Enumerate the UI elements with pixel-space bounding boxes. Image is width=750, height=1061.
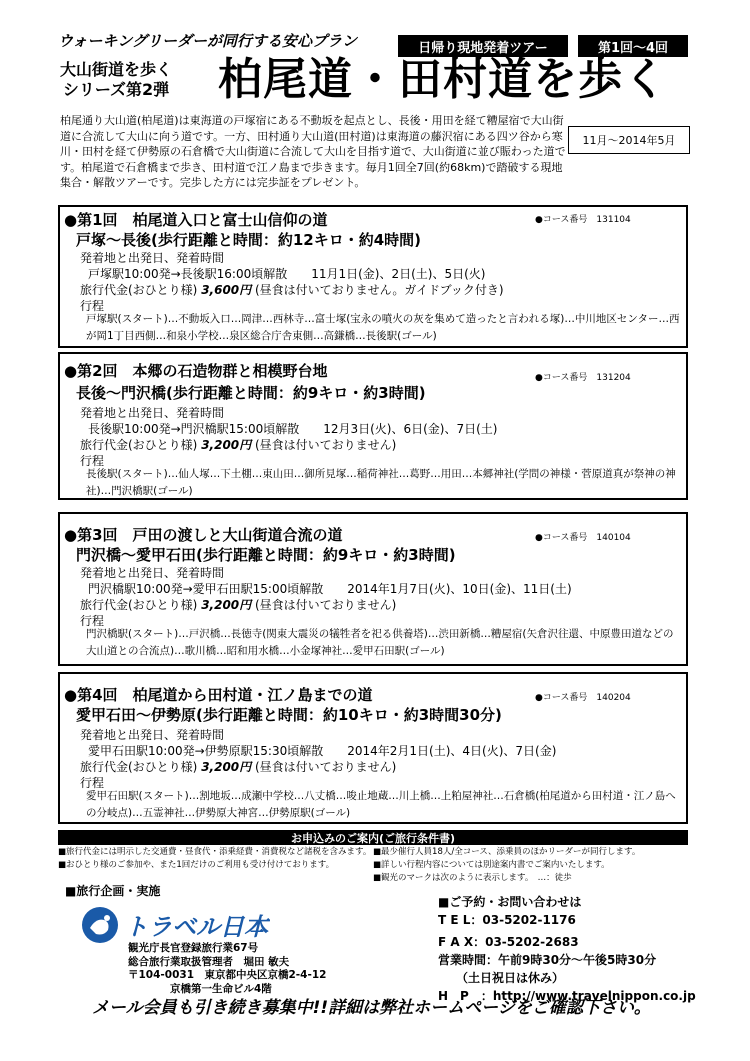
company-details — [128, 942, 326, 996]
itinerary-text: 門沢橋駅(スタート)…戸沢橋…長徳寺(関東大震災の犠牲者を祀る供養塔)…渋田新橋…糟屋宿(矢倉沢往還、中原豊田道などの大山道との合流点)…歌川橋…昭和用水橋…小金塚神社…愛甲石田駅(ゴール) — [86, 628, 674, 657]
course-title: ●第3回 戸田の渡しと大山街道合流の道 — [64, 526, 343, 544]
period-box: 11月～2014年5月 — [568, 126, 690, 154]
application-bar: お申込みのご案内(ご旅行条件書) — [58, 830, 688, 845]
fee-label: 旅行代金(おひとり様) — [80, 760, 198, 774]
itinerary-text: 長後駅(スタート)…仙人塚…下土棚…東山田…御所見塚…稲荷神社…葛野…用田…本郷神社(学問の神様・菅原道真が祭神の神社)…門沢橋駅(ゴール) — [86, 468, 676, 497]
note-item: ■旅行代金には明示した交通費・昼食代・添乗経費・消費税など諸税を含みます。 — [58, 847, 372, 857]
contact-tel[interactable]: T E L：03-5202-1176 — [438, 913, 576, 927]
course-code: ●コース番号 131104 — [535, 215, 631, 225]
course-code: ●コース番号 140104 — [535, 533, 631, 543]
depart-label: 発着地と出発日、発着時間 — [80, 728, 225, 742]
depart-info: 愛甲石田駅10:00発→伊勢原駅15:30頃解散 2014年2月1日(土)、4日(火)、7日(金) — [88, 744, 557, 758]
tagline: ウォーキングリーダーが同行する安心プラン — [58, 32, 357, 50]
fee-label: 旅行代金(おひとり様) — [80, 438, 198, 452]
itinerary-label: 行程 — [80, 454, 105, 468]
fee-row — [80, 436, 396, 453]
fee-amount: 3,200円 — [201, 438, 252, 452]
fee-amount: 3,200円 — [201, 598, 252, 612]
fee-label: 旅行代金(おひとり様) — [80, 598, 198, 612]
course-title: ●第1回 柏尾道入口と富士山信仰の道 — [64, 211, 328, 229]
depart-info: 戸塚駅10:00発→長後駅16:00頃解散 11月1日(金)、2日(土)、5日(火) — [88, 267, 486, 281]
contact-hours: 営業時間：午前9時30分～午後5時30分 — [438, 953, 657, 967]
fee-row — [80, 596, 396, 613]
itinerary-label: 行程 — [80, 776, 105, 790]
company-line: 観光庁長官登録旅行業67号 — [128, 942, 259, 954]
depart-info: 長後駅10:00発→門沢橋駅15:00頃解散 12月3日(火)、6日(金)、7日(土) — [88, 422, 498, 436]
fee-label: 旅行代金(おひとり様) — [80, 283, 198, 297]
fee-row — [80, 758, 396, 775]
course-code: ●コース番号 140204 — [535, 693, 631, 703]
course-title: ●第4回 柏尾道から田村道・江ノ島までの道 — [64, 686, 373, 704]
notes-left — [58, 846, 371, 872]
company-section-title: ■旅行企画・実施 — [65, 884, 161, 898]
contact-fax: F A X：03-5202-2683 — [438, 935, 579, 949]
itinerary-text: 戸塚駅(スタート)…不動坂入口…岡津…西林寺…富士塚(宝永の噴火の灰を集めて造ったと言われる塚)…中川地区センター…西が岡1丁目西側…和泉小学校…泉区総合庁舎東側…高鎌橋…長後駅(ゴール) — [86, 313, 680, 342]
page-title: 柏尾道・田村道を歩く — [218, 54, 668, 105]
fee-amount: 3,200円 — [201, 760, 252, 774]
course-route: 長後～門沢橋(歩行距離と時間：約9キロ・約3時間) — [76, 384, 426, 402]
contact-website-link[interactable]: H P ：http://www.travelnippon.co.jp — [438, 989, 696, 1003]
contact-holiday: （土日祝日は休み） — [438, 971, 565, 985]
course-route: 門沢橋～愛甲石田(歩行距離と時間：約9キロ・約3時間) — [76, 546, 456, 564]
depart-label: 発着地と出発日、発着時間 — [80, 251, 225, 265]
series-label: 大山街道を歩く シリーズ第2弾 — [60, 60, 173, 99]
depart-info: 門沢橋駅10:00発→愛甲石田駅15:00頃解散 2014年1月7日(火)、10日(金)、11日(土) — [88, 582, 572, 596]
itinerary-text: 愛甲石田駅(スタート)…割地坂…成瀬中学校…八丈橋…唆止地蔵…川上橋…上粕屋神社…石倉橋(柏尾道から田村道・江ノ島への分岐点)…五霊神社…伊勢原大神宮…伊勢原駅(ゴール) — [86, 790, 676, 819]
contact-title: ■ご予約・お問い合わせは — [438, 895, 582, 909]
company-line: 〒104-0031 東京都中央区京橋2-4-12 — [128, 969, 327, 981]
company-line: 京橋第一生命ビル4階 — [128, 982, 272, 995]
course-title: ●第2回 本郷の石造物群と相模野台地 — [64, 362, 328, 380]
depart-label: 発着地と出発日、発着時間 — [80, 566, 225, 580]
contact-block — [438, 893, 696, 1005]
course-route: 愛甲石田～伊勢原(歩行距離と時間：約10キロ・約3時間30分) — [76, 706, 502, 724]
fee-row — [80, 281, 504, 298]
note-item: ■観光のマークは次のように表示します。 …：徒歩 — [373, 873, 572, 883]
itinerary-label: 行程 — [80, 614, 105, 628]
note-item: ■詳しい行程内容については別途案内書でご案内いたします。 — [373, 860, 610, 870]
company-line: 総合旅行業取扱管理者 堀田 敏夫 — [128, 955, 290, 968]
fee-note: (昼食は付いておりません。ガイドブック付き) — [255, 283, 504, 297]
itinerary-label: 行程 — [80, 299, 105, 313]
note-item: ■最少催行人員18人/全コース、添乗員のほかリーダーが同行します。 — [373, 847, 641, 857]
footer-message: メール会員も引き続き募集中!!詳細は弊社ホームページをご確認下さい。 — [92, 998, 651, 1018]
rounds-badge: 第1回～4回 — [578, 35, 688, 57]
course-3 — [58, 512, 688, 666]
course-2 — [58, 352, 688, 500]
fee-note: (昼食は付いておりません) — [255, 760, 397, 774]
course-code: ●コース番号 131204 — [535, 373, 631, 383]
notes-right — [373, 846, 640, 885]
fee-amount: 3,600円 — [201, 283, 252, 297]
course-route: 戸塚～長後(歩行距離と時間：約12キロ・約4時間) — [76, 231, 422, 249]
tour-type-badge: 日帰り現地発着ツアー — [398, 35, 568, 57]
fee-note: (昼食は付いておりません) — [255, 438, 397, 452]
fee-note: (昼食は付いておりません) — [255, 598, 397, 612]
note-item: ■おひとり様のご参加や、また1回だけのご利用も受け付けております。 — [58, 860, 335, 870]
depart-label: 発着地と出発日、発着時間 — [80, 406, 225, 420]
logo-text: トラベル日本 — [124, 913, 268, 941]
intro-text: 柏尾通り大山道(柏尾道)は東海道の戸塚宿にある不動坂を起点とし、長後・用田を経て糟屋宿で大山街道に合流して大山に向う道です。一方、田村通り大山道(田村道)は東海道の藤沢宿にある四ツ谷から寒川・田村を経て伊勢原の石倉橋で大山街道に合流して大山を目指す道で、大山街道に並び賑わった道です。柏尾道で石倉橋まで歩き、田村道で江ノ島まで歩きます。毎月1回全7回(約68km)で踏破する現地集合・解散ツアーです。完歩した方には完歩証をプレゼント。 — [60, 114, 566, 189]
course-1 — [58, 205, 688, 348]
course-4 — [58, 672, 688, 824]
